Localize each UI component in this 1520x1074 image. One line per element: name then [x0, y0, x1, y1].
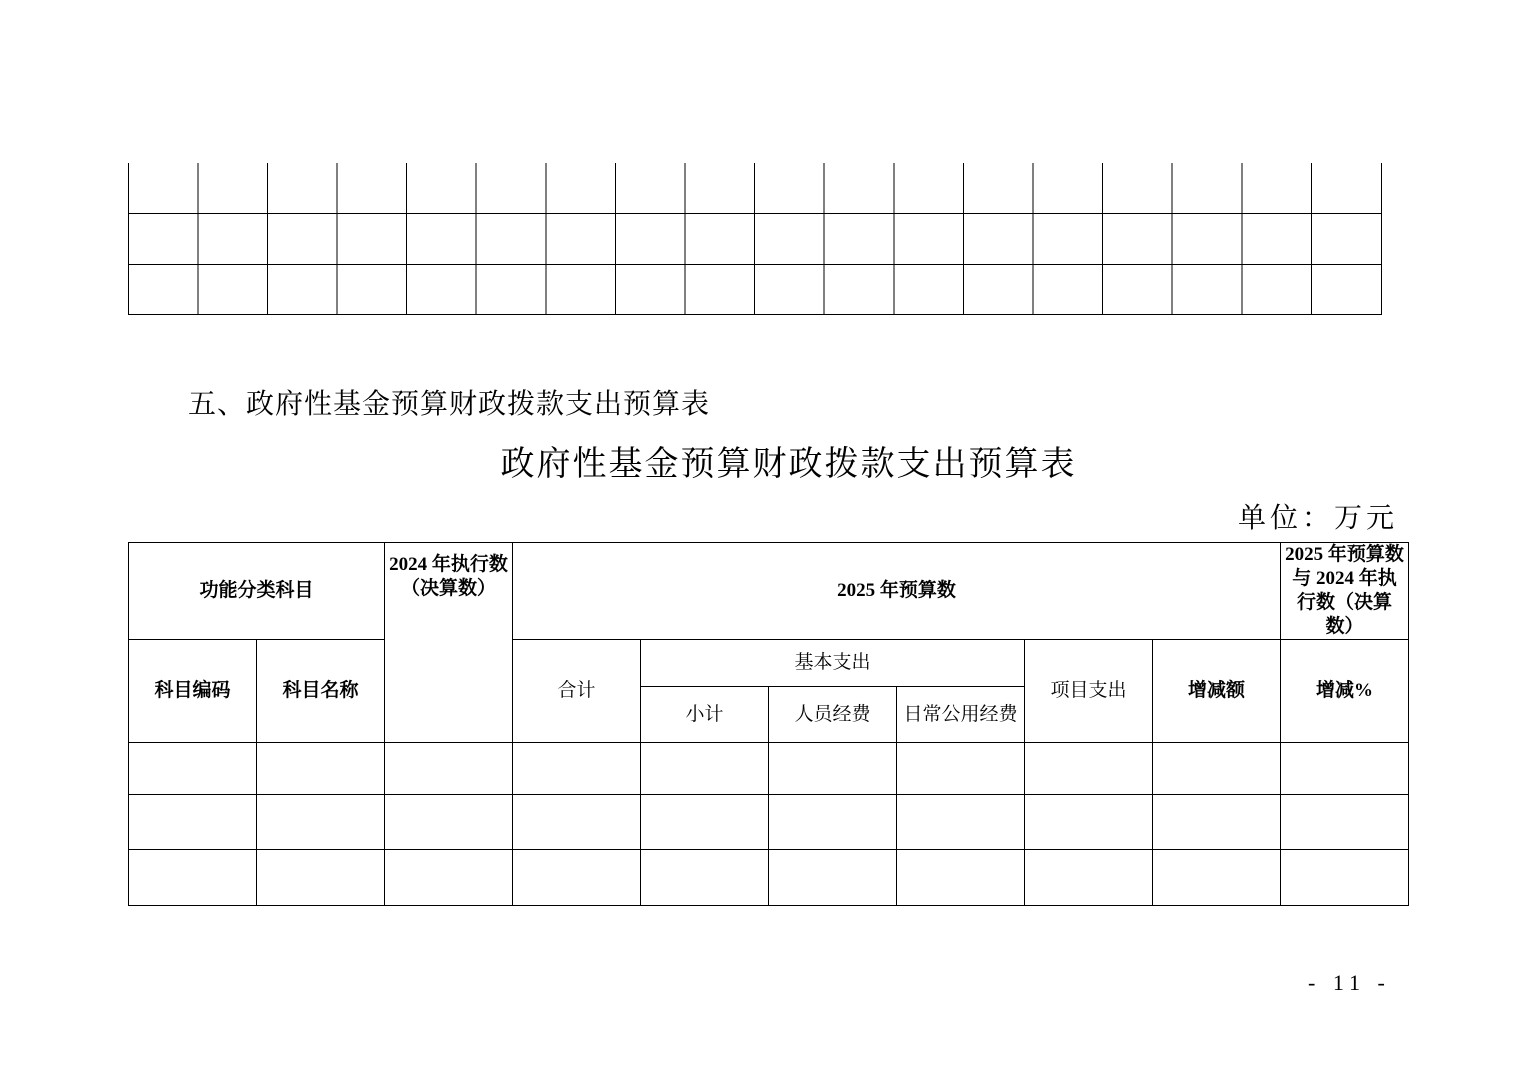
table-cell [641, 743, 769, 795]
table-cell [385, 743, 513, 795]
table-cell [897, 850, 1025, 906]
header-personnel: 人员经费 [769, 687, 897, 743]
table-cell [641, 795, 769, 850]
table-cell [129, 850, 257, 906]
table-cell [1153, 850, 1281, 906]
header-basic-expenditure: 基本支出 [641, 640, 1025, 687]
header-subject-code: 科目编码 [129, 640, 257, 743]
table-cell [1153, 743, 1281, 795]
budget-table [128, 542, 1409, 906]
table-cell [769, 743, 897, 795]
table-cell [1025, 743, 1153, 795]
table-cell [513, 795, 641, 850]
page-number: - 11 - [1308, 970, 1391, 995]
table-row [129, 795, 1409, 850]
table-cell [897, 795, 1025, 850]
previous-table-grid [128, 163, 1382, 315]
table-cell [129, 795, 257, 850]
table-cell [1281, 850, 1409, 906]
header-subject-name: 科目名称 [257, 640, 385, 743]
header-row-1 [129, 543, 1409, 640]
header-change-percent: 增减% [1281, 640, 1409, 743]
table-cell [385, 850, 513, 906]
header-project-expenditure: 项目支出 [1025, 640, 1153, 743]
table-row [129, 850, 1409, 906]
table-cell [769, 795, 897, 850]
header-row-2 [129, 640, 1409, 687]
header-change-amount: 增减额 [1153, 640, 1281, 743]
table-cell [257, 850, 385, 906]
table-cell [129, 743, 257, 795]
table-cell [897, 743, 1025, 795]
table-cell [1281, 743, 1409, 795]
table-cell [513, 850, 641, 906]
table-row [129, 743, 1409, 795]
table-cell [1281, 795, 1409, 850]
table-cell [257, 795, 385, 850]
table-cell [257, 743, 385, 795]
table-title: 政府性基金预算财政拨款支出预算表 [500, 444, 1077, 484]
table-cell [1025, 795, 1153, 850]
header-functional-class: 功能分类科目 [129, 543, 385, 640]
header-subtotal: 小计 [641, 687, 769, 743]
header-public-operating: 日常公用经费 [897, 687, 1025, 743]
section-heading: 五、政府性基金预算财政拨款支出预算表 [188, 387, 711, 420]
table-cell [385, 795, 513, 850]
table-cell [513, 743, 641, 795]
header-total: 合计 [513, 640, 641, 743]
unit-label: 单位：万元 [1238, 501, 1399, 534]
table-cell [1025, 850, 1153, 906]
previous-table-grid-lines [128, 163, 1382, 315]
table-cell [769, 850, 897, 906]
table-cell [1153, 795, 1281, 850]
header-budget-2025: 2025 年预算数 [513, 543, 1281, 640]
header-change: 2025 年预算数与 2024 年执行数（决算数） [1281, 543, 1409, 640]
header-exec-2024: 2024 年执行数（决算数） [385, 543, 513, 743]
table-cell [641, 850, 769, 906]
